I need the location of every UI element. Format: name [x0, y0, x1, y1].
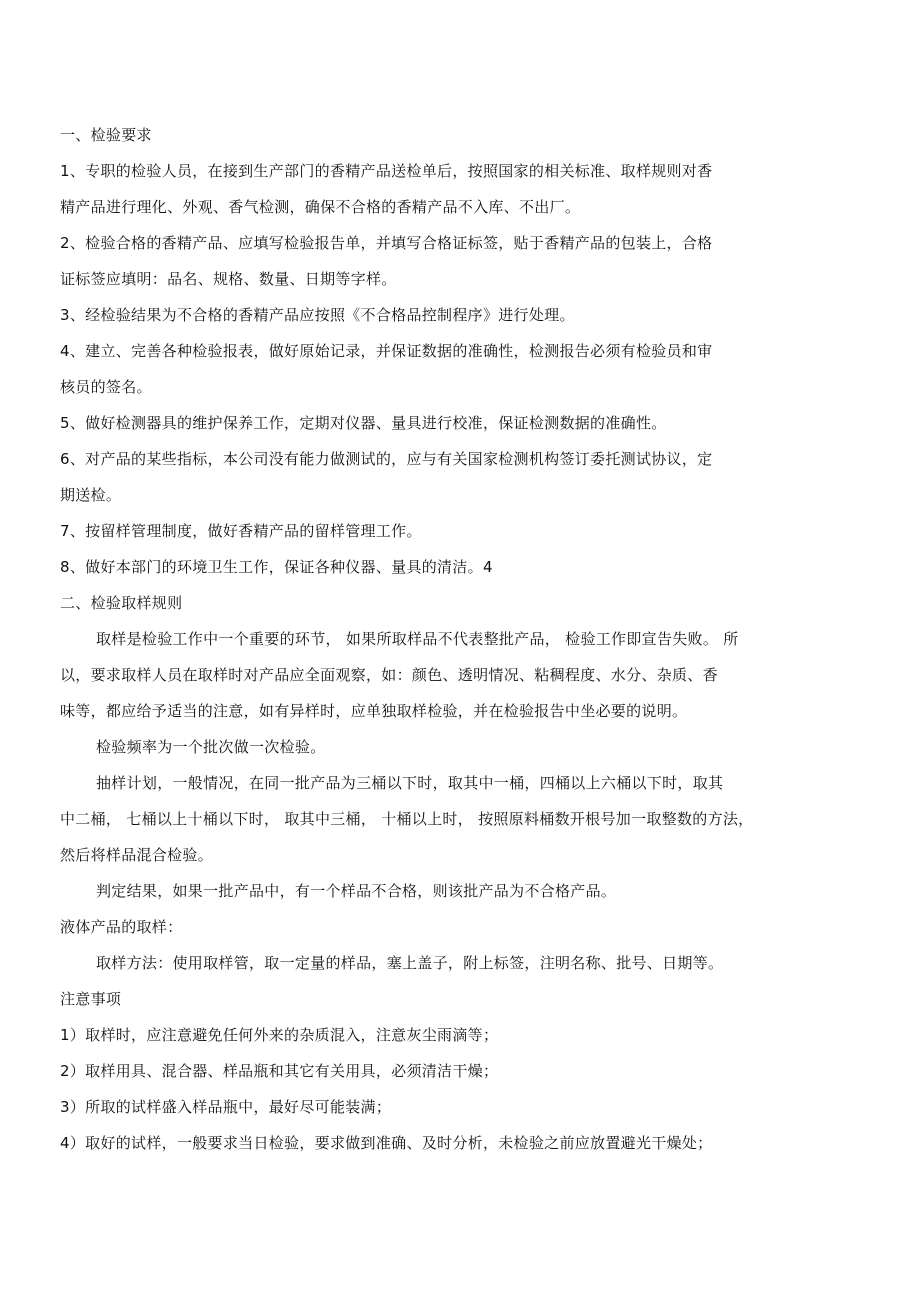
requirement-line: 7、按留样管理制度，做好香精产品的留样管理工作。 — [60, 522, 422, 540]
subheading-liquid: 液体产品的取样： — [60, 918, 183, 936]
note-line: 2）取样用具、混合器、样品瓶和其它有关用具，必须清洁干燥； — [60, 1062, 499, 1080]
note-line: 1）取样时，应注意避免任何外来的杂质混入，注意灰尘雨滴等； — [60, 1026, 499, 1044]
paragraph-line: 取样方法：使用取样管，取一定量的样品，塞上盖子，附上标签，注明名称、批号、日期等。 — [96, 954, 724, 972]
paragraph-line: 检验频率为一个批次做一次检验。 — [96, 738, 326, 756]
requirement-line: 4、建立、完善各种检验报表，做好原始记录，并保证数据的准确性，检测报告必须有检验员和审 — [60, 342, 713, 360]
requirement-line: 精产品进行理化、外观、香气检测，确保不合格的香精产品不入库、不出厂。 — [60, 198, 581, 216]
requirement-line: 5、做好检测器具的维护保养工作，定期对仪器、量具进行校准，保证检测数据的准确性。 — [60, 414, 667, 432]
requirement-line: 8、做好本部门的环境卫生工作，保证各种仪器、量具的清洁。4 — [60, 558, 493, 576]
paragraph-line: 然后将样品混合检验。 — [60, 846, 214, 864]
requirement-line: 证标签应填明：品名、规格、数量、日期等字样。 — [60, 270, 397, 288]
paragraph-line: 味等，都应给予适当的注意，如有异样时，应单独取样检验，并在检验报告中坐必要的说明。 — [60, 702, 688, 720]
requirement-line: 1、专职的检验人员，在接到生产部门的香精产品送检单后，按照国家的相关标准、取样规则对香 — [60, 162, 713, 180]
requirement-line: 3、经检验结果为不合格的香精产品应按照《不合格品控制程序》进行处理。 — [60, 306, 575, 324]
note-line: 4）取好的试样，一般要求当日检验，要求做到准确、及时分析，未检验之前应放置避光干燥处； — [60, 1134, 713, 1152]
note-line: 3）所取的试样盛入样品瓶中，最好尽可能装满； — [60, 1098, 392, 1116]
section2-heading: 二、检验取样规则 — [60, 594, 183, 612]
requirement-line: 核员的签名。 — [60, 378, 152, 396]
paragraph-line: 中二桶， 七桶以上十桶以下时， 取其中三桶， 十桶以上时， 按照原料桶数开根号加一取整数的方法， — [60, 810, 754, 828]
paragraph-line: 抽样计划，一般情况，在同一批产品为三桶以下时，取其中一桶，四桶以上六桶以下时，取其 — [96, 774, 724, 792]
requirement-line: 期送检。 — [60, 486, 122, 504]
requirement-line: 6、对产品的某些指标，本公司没有能力做测试的，应与有关国家检测机构签订委托测试协议，定 — [60, 450, 713, 468]
paragraph-line: 以，要求取样人员在取样时对产品应全面观察，如：颜色、透明情况、粘稠程度、水分、杂质、香 — [60, 666, 718, 684]
section1-heading: 一、检验要求 — [60, 126, 152, 144]
paragraph-line: 取样是检验工作中一个重要的环节， 如果所取样品不代表整批产品， 检验工作即宣告失败。 所 — [96, 630, 739, 648]
paragraph-line: 判定结果，如果一批产品中，有一个样品不合格，则该批产品为不合格产品。 — [96, 882, 617, 900]
subheading-notes: 注意事项 — [60, 990, 122, 1008]
requirement-line: 2、检验合格的香精产品、应填写检验报告单，并填写合格证标签，贴于香精产品的包装上，合格 — [60, 234, 713, 252]
